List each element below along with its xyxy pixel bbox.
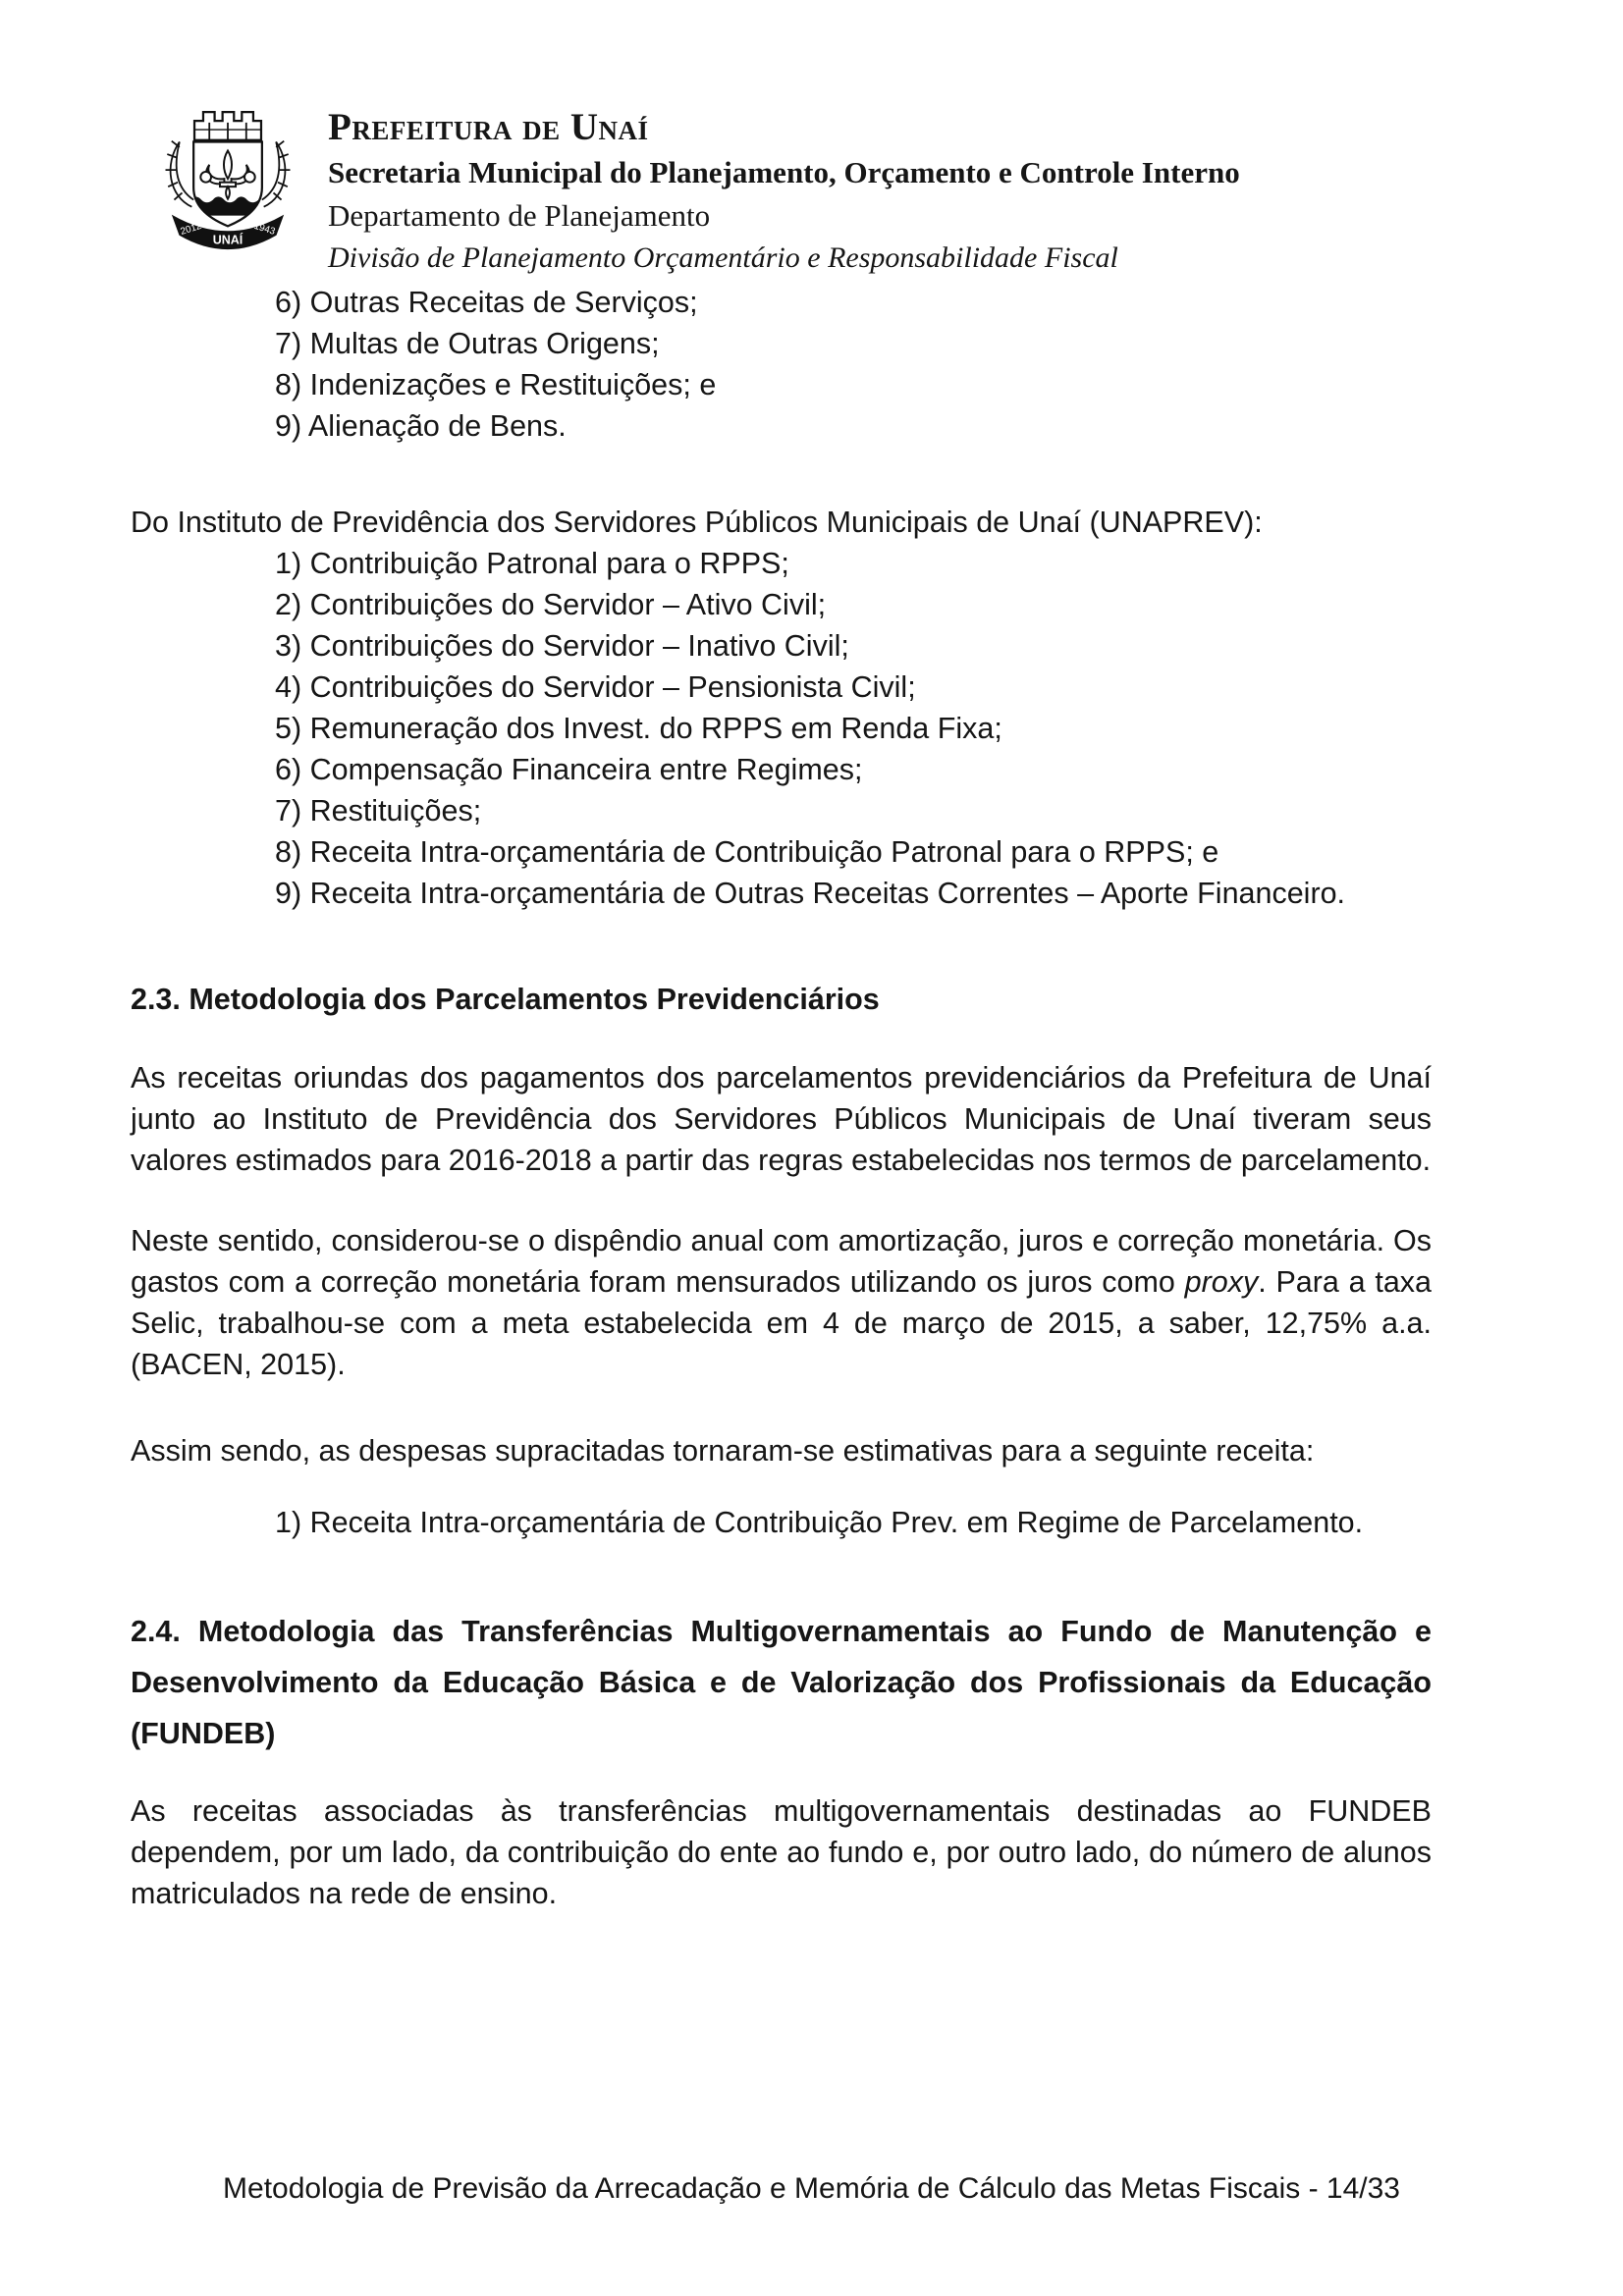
paragraph: [131, 1220, 1432, 1385]
list-item: 1) Receita Intra-orçamentária de Contribuição Prev. em Regime de Parcelamento.: [275, 1505, 1364, 1539]
mural-crown-icon: [194, 112, 261, 140]
banner-year-left: 2012: [179, 220, 203, 238]
list-item: 6) Compensação Financeira entre Regimes;: [275, 753, 863, 786]
list-parcelamento-revenue: [131, 1502, 1432, 1543]
paragraph: Assim sendo, as despesas supracitadas tornaram-se estimativas para a seguinte receita:: [131, 1434, 1315, 1468]
list-item: 1) Contribuição Patronal para o RPPS;: [275, 547, 789, 580]
list-item: 4) Contribuições do Servidor – Pensionista Civil;: [275, 670, 916, 704]
list-item: 7) Restituições;: [275, 794, 482, 828]
list-item: 9) Receita Intra-orçamentária de Outras Receitas Correntes – Aporte Financeiro.: [275, 877, 1346, 910]
paragraph: As receitas oriundas dos pagamentos dos parcelamentos previdenciários da Prefeitura de Unaí junto ao Instituto de Previdência dos Servidores Públicos Municipais de Unaí tiveram seus valores estimados para 2016-2018 a partir das regras estabelecidas nos termos de parcelamento.: [131, 1061, 1432, 1177]
shield: [189, 142, 270, 227]
page-footer: Metodologia de Previsão da Arrecadação e Memória de Cálculo das Metas Fiscais - 14/33: [223, 2172, 1400, 2205]
list-unaprev-revenues: [131, 543, 1432, 914]
list-item: 5) Remuneração dos Invest. do RPPS em Renda Fixa;: [275, 712, 1002, 745]
list-item: 7) Multas de Outras Origens;: [275, 327, 660, 360]
banner-year-right: 1943: [252, 220, 277, 238]
banner-city-name: UNAÍ: [212, 233, 243, 247]
italic-term: proxy: [1184, 1265, 1259, 1299]
letterhead-text: [328, 100, 1240, 278]
paragraph-text: . Para a taxa Selic, trabalhou-se com a meta estabelecida em 4 de março de 2015, a saber, 12,75% a.a. (BACEN, 2015).: [131, 1265, 1432, 1381]
list-other-revenues: [131, 282, 1432, 447]
paragraph: As receitas associadas às transferências multigovernamentais destinadas ao FUNDEB dependem, por um lado, da contribuição do ente ao fundo e, por outro lado, do número de alunos matriculados na rede de ensino.: [131, 1793, 1432, 1910]
document-body: [131, 282, 1432, 1944]
list-item: 3) Contribuições do Servidor – Inativo Civil;: [275, 629, 849, 663]
list-item: 9) Alienação de Bens.: [275, 409, 567, 443]
list-item: 8) Indenizações e Restituições; e: [275, 368, 717, 401]
section-heading-2-3: 2.3. Metodologia dos Parcelamentos Previdenciários: [131, 983, 880, 1016]
org-division: Divisão de Planejamento Orçamentário e Responsabilidade Fiscal: [328, 241, 1118, 274]
list-item: 2) Contribuições do Servidor – Ativo Civil;: [275, 588, 827, 621]
paragraph-text: Neste sentido, considerou-se o dispêndio anual com amortização, juros e correção monetária. Os gastos com a correção monetária foram mensurados utilizando os juros como: [131, 1224, 1432, 1299]
org-title: Prefeitura de Unaí: [328, 106, 649, 148]
municipal-coat-of-arms: [153, 100, 302, 259]
org-department: Departamento de Planejamento: [328, 198, 711, 233]
list-item: 8) Receita Intra-orçamentária de Contribuição Patronal para o RPPS; e: [275, 835, 1219, 869]
unaprev-intro: Do Instituto de Previdência dos Servidores Públicos Municipais de Unaí (UNAPREV):: [131, 506, 1263, 539]
list-item: 6) Outras Receitas de Serviços;: [275, 286, 698, 319]
letterhead: [153, 100, 1240, 278]
section-heading-2-4: 2.4. Metodologia das Transferências Multigovernamentais ao Fundo de Manutenção e Desenvolvimento da Educação Básica e de Valorização dos Profissionais da Educação (FUNDEB): [131, 1614, 1432, 1750]
org-secretariat: Secretaria Municipal do Planejamento, Orçamento e Controle Interno: [328, 155, 1240, 189]
